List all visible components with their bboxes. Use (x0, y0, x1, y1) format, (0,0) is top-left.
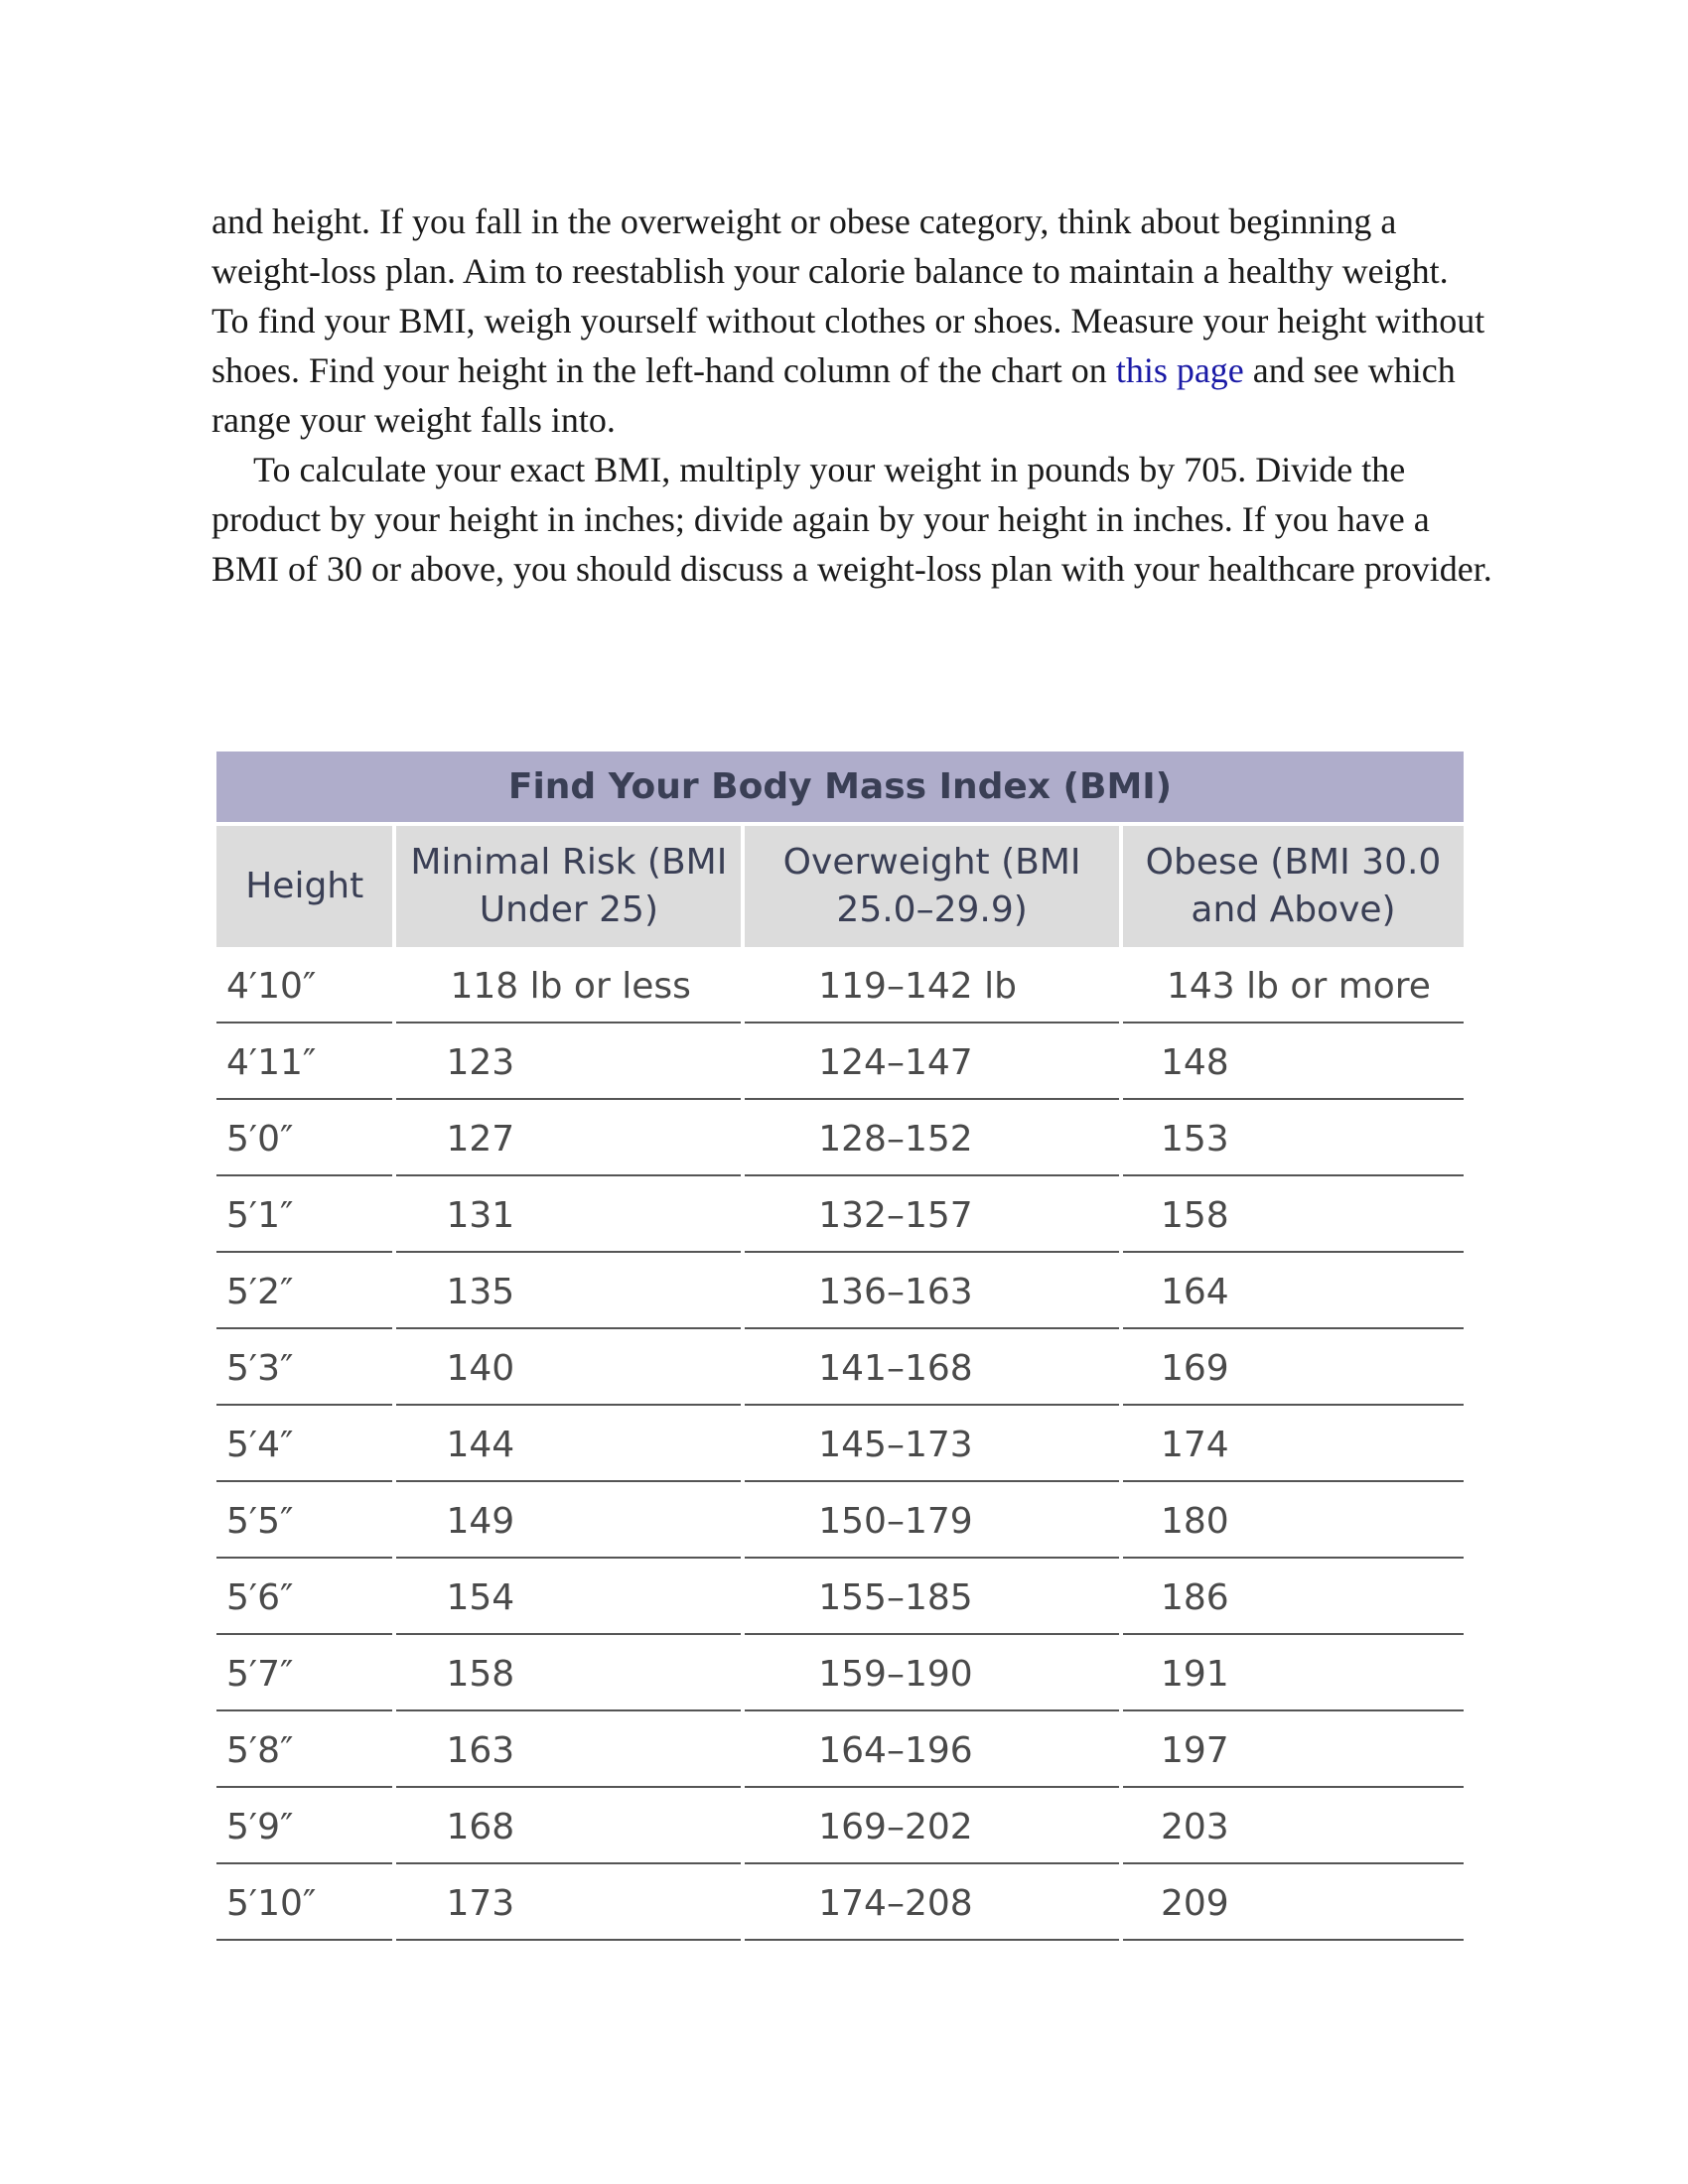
header-minimal-risk: Minimal Risk (BMI Under 25) (396, 826, 741, 947)
cell-minimal-risk: 144 (396, 1410, 741, 1482)
cell-height: 4′11″ (216, 1027, 392, 1100)
header-height: Height (216, 826, 392, 947)
cell-height: 4′10″ (216, 951, 392, 1024)
cell-overweight: 124–147 (745, 1027, 1119, 1100)
cell-height: 5′8″ (216, 1715, 392, 1788)
cell-obese: 164 (1123, 1257, 1464, 1329)
cell-obese: 169 (1123, 1333, 1464, 1406)
cell-overweight: 141–168 (745, 1333, 1119, 1406)
table-row (216, 951, 1464, 1024)
cell-overweight: 150–179 (745, 1486, 1119, 1559)
table-row (216, 1868, 1464, 1941)
header-obese: Obese (BMI 30.0 and Above) (1123, 826, 1464, 947)
cell-height: 5′7″ (216, 1639, 392, 1711)
cell-obese: 180 (1123, 1486, 1464, 1559)
cell-minimal-risk: 131 (396, 1180, 741, 1253)
cell-minimal-risk: 135 (396, 1257, 741, 1329)
cell-overweight: 159–190 (745, 1639, 1119, 1711)
cell-obese: 148 (1123, 1027, 1464, 1100)
cell-obese: 153 (1123, 1104, 1464, 1176)
cell-minimal-risk: 149 (396, 1486, 741, 1559)
this-page-link[interactable]: this page (1115, 350, 1244, 390)
cell-height: 5′4″ (216, 1410, 392, 1482)
cell-height: 5′2″ (216, 1257, 392, 1329)
header-overweight: Overweight (BMI 25.0–29.9) (745, 826, 1119, 947)
cell-obese: 203 (1123, 1792, 1464, 1864)
cell-minimal-risk: 173 (396, 1868, 741, 1941)
paragraph-1-text-before-link: and height. If you fall in the overweight or obese category, think about beginning a weight-loss plan. Aim to reestablish your calorie balance to maintain a healthy weight. To find your BMI, weigh yourself without clothes or shoes. Measure your height without shoes. Find your height in the left-hand column of the chart on (211, 202, 1485, 390)
paragraph-1-text-after-link: and see which range your weight falls into. (211, 350, 1456, 440)
cell-minimal-risk: 163 (396, 1715, 741, 1788)
cell-obese: 158 (1123, 1180, 1464, 1253)
paragraph-1 (211, 197, 1492, 445)
table-row (216, 1563, 1464, 1635)
table-row (216, 1486, 1464, 1559)
cell-overweight: 119–142 lb (745, 951, 1119, 1024)
cell-height: 5′1″ (216, 1180, 392, 1253)
cell-minimal-risk: 127 (396, 1104, 741, 1176)
table-row (216, 1410, 1464, 1482)
cell-height: 5′9″ (216, 1792, 392, 1864)
cell-overweight: 155–185 (745, 1563, 1119, 1635)
table-row (216, 1180, 1464, 1253)
paragraph-2: To calculate your exact BMI, multiply your weight in pounds by 705. Divide the product by your height in inches; divide again by your height in inches. If you have a BMI of 30 or above, you should discuss a weight-loss plan with your healthcare provider. (211, 450, 1492, 589)
cell-overweight: 128–152 (745, 1104, 1119, 1176)
table-row (216, 1333, 1464, 1406)
cell-obese: 143 lb or more (1123, 951, 1464, 1024)
cell-overweight: 145–173 (745, 1410, 1119, 1482)
cell-overweight: 174–208 (745, 1868, 1119, 1941)
cell-overweight: 136–163 (745, 1257, 1119, 1329)
body-text (211, 197, 1492, 594)
table-row (216, 1027, 1464, 1100)
cell-minimal-risk: 154 (396, 1563, 741, 1635)
cell-obese: 209 (1123, 1868, 1464, 1941)
cell-overweight: 132–157 (745, 1180, 1119, 1253)
table-row (216, 1257, 1464, 1329)
cell-overweight: 164–196 (745, 1715, 1119, 1788)
cell-minimal-risk: 118 lb or less (396, 951, 741, 1024)
cell-height: 5′0″ (216, 1104, 392, 1176)
cell-minimal-risk: 168 (396, 1792, 741, 1864)
cell-obese: 197 (1123, 1715, 1464, 1788)
table-row (216, 1715, 1464, 1788)
cell-height: 5′6″ (216, 1563, 392, 1635)
cell-obese: 186 (1123, 1563, 1464, 1635)
cell-overweight: 169–202 (745, 1792, 1119, 1864)
table-row (216, 1639, 1464, 1711)
bmi-table (212, 748, 1468, 1945)
cell-obese: 174 (1123, 1410, 1464, 1482)
table-row (216, 1792, 1464, 1864)
cell-minimal-risk: 140 (396, 1333, 741, 1406)
table-title: Find Your Body Mass Index (BMI) (216, 751, 1464, 822)
cell-height: 5′10″ (216, 1868, 392, 1941)
cell-height: 5′5″ (216, 1486, 392, 1559)
table-row (216, 1104, 1464, 1176)
cell-obese: 191 (1123, 1639, 1464, 1711)
cell-minimal-risk: 158 (396, 1639, 741, 1711)
cell-minimal-risk: 123 (396, 1027, 741, 1100)
cell-height: 5′3″ (216, 1333, 392, 1406)
